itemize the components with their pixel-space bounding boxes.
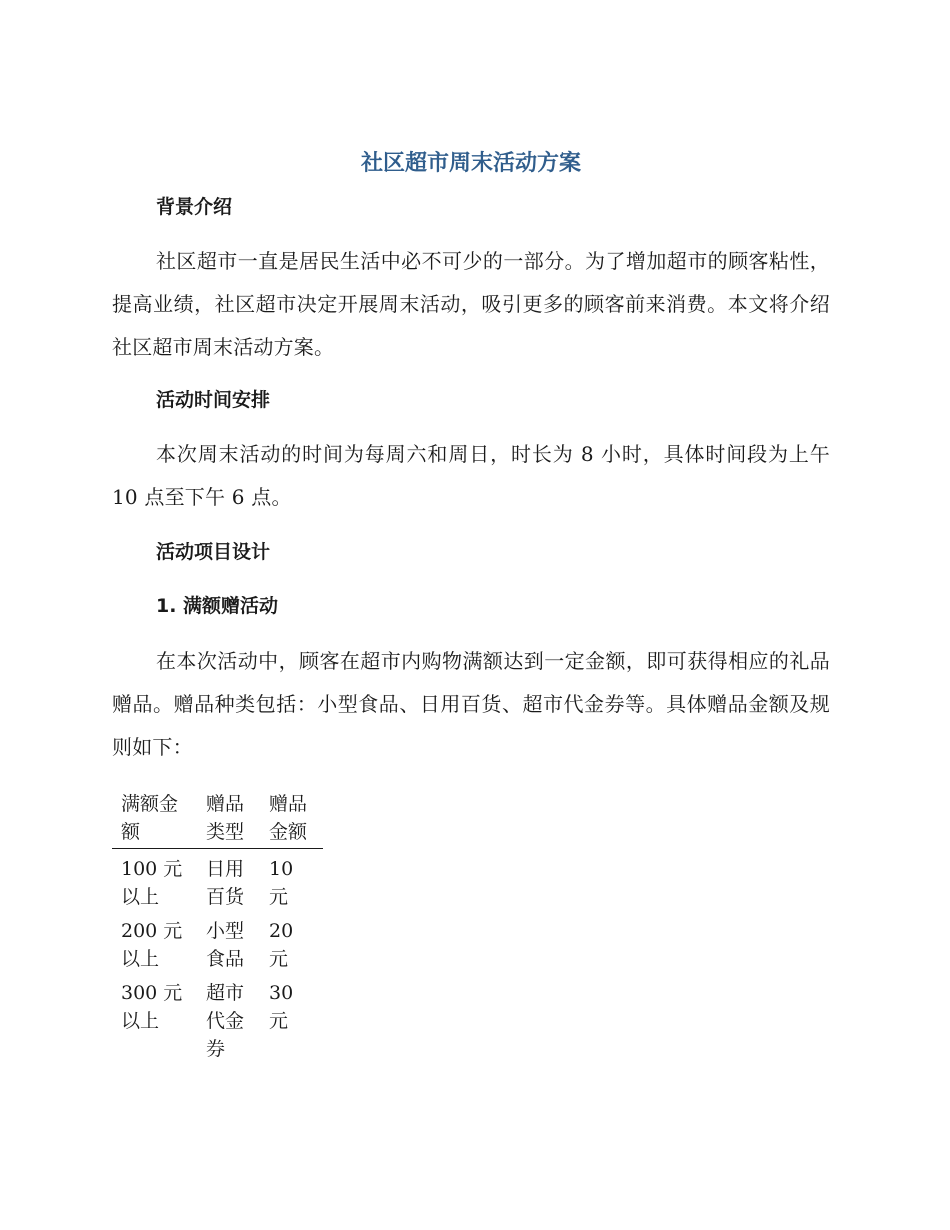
table-cell: 10 元 xyxy=(269,858,294,908)
table-header-cell: 赠品金额 xyxy=(269,793,308,843)
table-cell: 100 元以上 xyxy=(121,858,183,908)
table-cell: 300 元以上 xyxy=(121,982,183,1032)
section-paragraph-threshold-gift: 在本次活动中，顾客在超市内购物满额达到一定金额，即可获得相应的礼品赠品。赠品种类包括：小型食品、日用百货、超市代金券等。具体赠品金额及规则如下： xyxy=(112,649,830,759)
table-cell: 小型食品 xyxy=(206,920,245,970)
table-cell: 日用百货 xyxy=(206,858,245,908)
table-cell: 超市代金券 xyxy=(206,982,245,1060)
table-cell: 20 元 xyxy=(269,920,294,970)
table-cell: 30 元 xyxy=(269,982,294,1032)
table-header-cell: 赠品类型 xyxy=(206,793,245,843)
table-header-row xyxy=(112,788,323,849)
section-heading-threshold-gift: 1. 满额赠活动 xyxy=(156,595,279,617)
table-row xyxy=(112,973,323,1063)
table-row xyxy=(112,911,323,973)
table-cell: 200 元以上 xyxy=(121,920,183,970)
section-heading-design: 活动项目设计 xyxy=(156,541,271,563)
section-paragraph-background: 社区超市一直是居民生活中必不可少的一部分。为了增加超市的顾客粘性，提高业绩，社区超市决定开展周末活动，吸引更多的顾客前来消费。本文将介绍社区超市周末活动方案。 xyxy=(112,249,830,359)
section-paragraph-schedule: 本次周末活动的时间为每周六和周日，时长为 8 小时，具体时间段为上午 10 点至下午 6 点。 xyxy=(112,442,830,509)
table-header-cell: 满额金额 xyxy=(121,793,179,843)
section-heading-schedule: 活动时间安排 xyxy=(156,389,271,411)
page-title: 社区超市周末活动方案 xyxy=(360,151,581,176)
table-row xyxy=(112,849,323,912)
section-heading-background: 背景介绍 xyxy=(156,196,233,218)
gift-rules-table xyxy=(112,788,323,1063)
